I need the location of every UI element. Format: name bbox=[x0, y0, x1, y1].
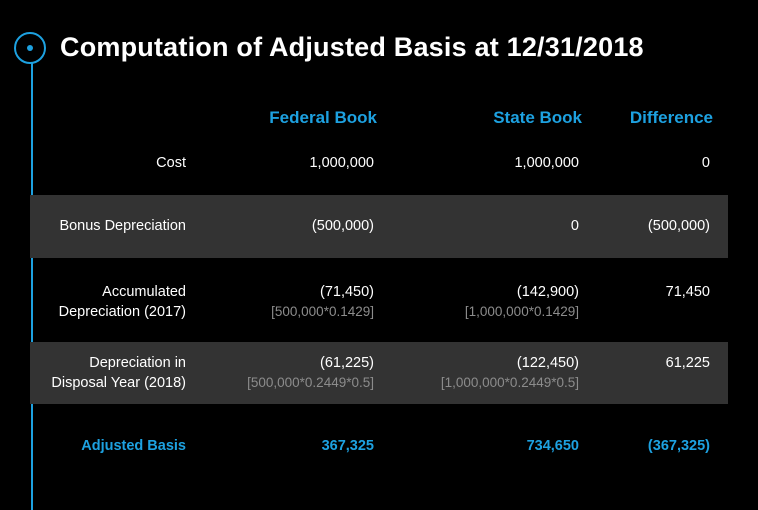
row-label: Bonus Depreciation bbox=[59, 218, 186, 234]
federal-value: 1,000,000 bbox=[309, 155, 374, 171]
state-total: 734,650 bbox=[526, 438, 579, 454]
row-label bbox=[51, 353, 186, 393]
difference-value: 61,225 bbox=[665, 355, 710, 371]
federal-value: (500,000) bbox=[311, 218, 374, 234]
state-value: (142,900) bbox=[516, 284, 579, 300]
page-title: Computation of Adjusted Basis at 12/31/2018 bbox=[60, 32, 644, 62]
difference-value: 0 bbox=[701, 155, 710, 171]
state-cell bbox=[441, 353, 579, 393]
table-row-disposal-depreciation bbox=[30, 342, 728, 404]
federal-cell bbox=[271, 282, 374, 322]
row-label-line2: Disposal Year (2018) bbox=[51, 375, 186, 391]
timeline-dot-icon bbox=[14, 32, 46, 64]
difference-value: 71,450 bbox=[665, 284, 710, 300]
state-formula: [1,000,000*0.2449*0.5] bbox=[440, 375, 579, 390]
column-header-difference: Difference bbox=[629, 108, 713, 127]
table-row-cost bbox=[30, 140, 728, 186]
difference-total: (367,325) bbox=[647, 438, 710, 454]
row-label bbox=[59, 282, 186, 322]
difference-value: (500,000) bbox=[647, 218, 710, 234]
row-label-line1: Depreciation in bbox=[89, 355, 186, 371]
federal-value: (71,450) bbox=[319, 284, 374, 300]
state-value: (122,450) bbox=[516, 355, 579, 371]
federal-formula: [500,000*0.1429] bbox=[271, 304, 374, 319]
federal-cell bbox=[247, 353, 374, 393]
federal-value: (61,225) bbox=[319, 355, 374, 371]
state-value: 1,000,000 bbox=[514, 155, 579, 171]
row-label: Adjusted Basis bbox=[81, 438, 186, 454]
row-label-line2: Depreciation (2017) bbox=[58, 304, 186, 320]
table-row-adjusted-basis bbox=[30, 424, 728, 468]
row-label-line1: Accumulated bbox=[102, 284, 186, 300]
state-value: 0 bbox=[570, 218, 579, 234]
row-label: Cost bbox=[156, 155, 186, 171]
federal-total: 367,325 bbox=[321, 438, 374, 454]
table-row-bonus-depreciation bbox=[30, 195, 728, 258]
state-cell bbox=[465, 282, 579, 322]
column-header-state: State Book bbox=[493, 108, 582, 127]
table-row-accumulated-depreciation bbox=[30, 272, 728, 334]
federal-formula: [500,000*0.2449*0.5] bbox=[247, 375, 374, 390]
column-header-federal: Federal Book bbox=[269, 108, 377, 127]
state-formula: [1,000,000*0.1429] bbox=[464, 304, 579, 319]
